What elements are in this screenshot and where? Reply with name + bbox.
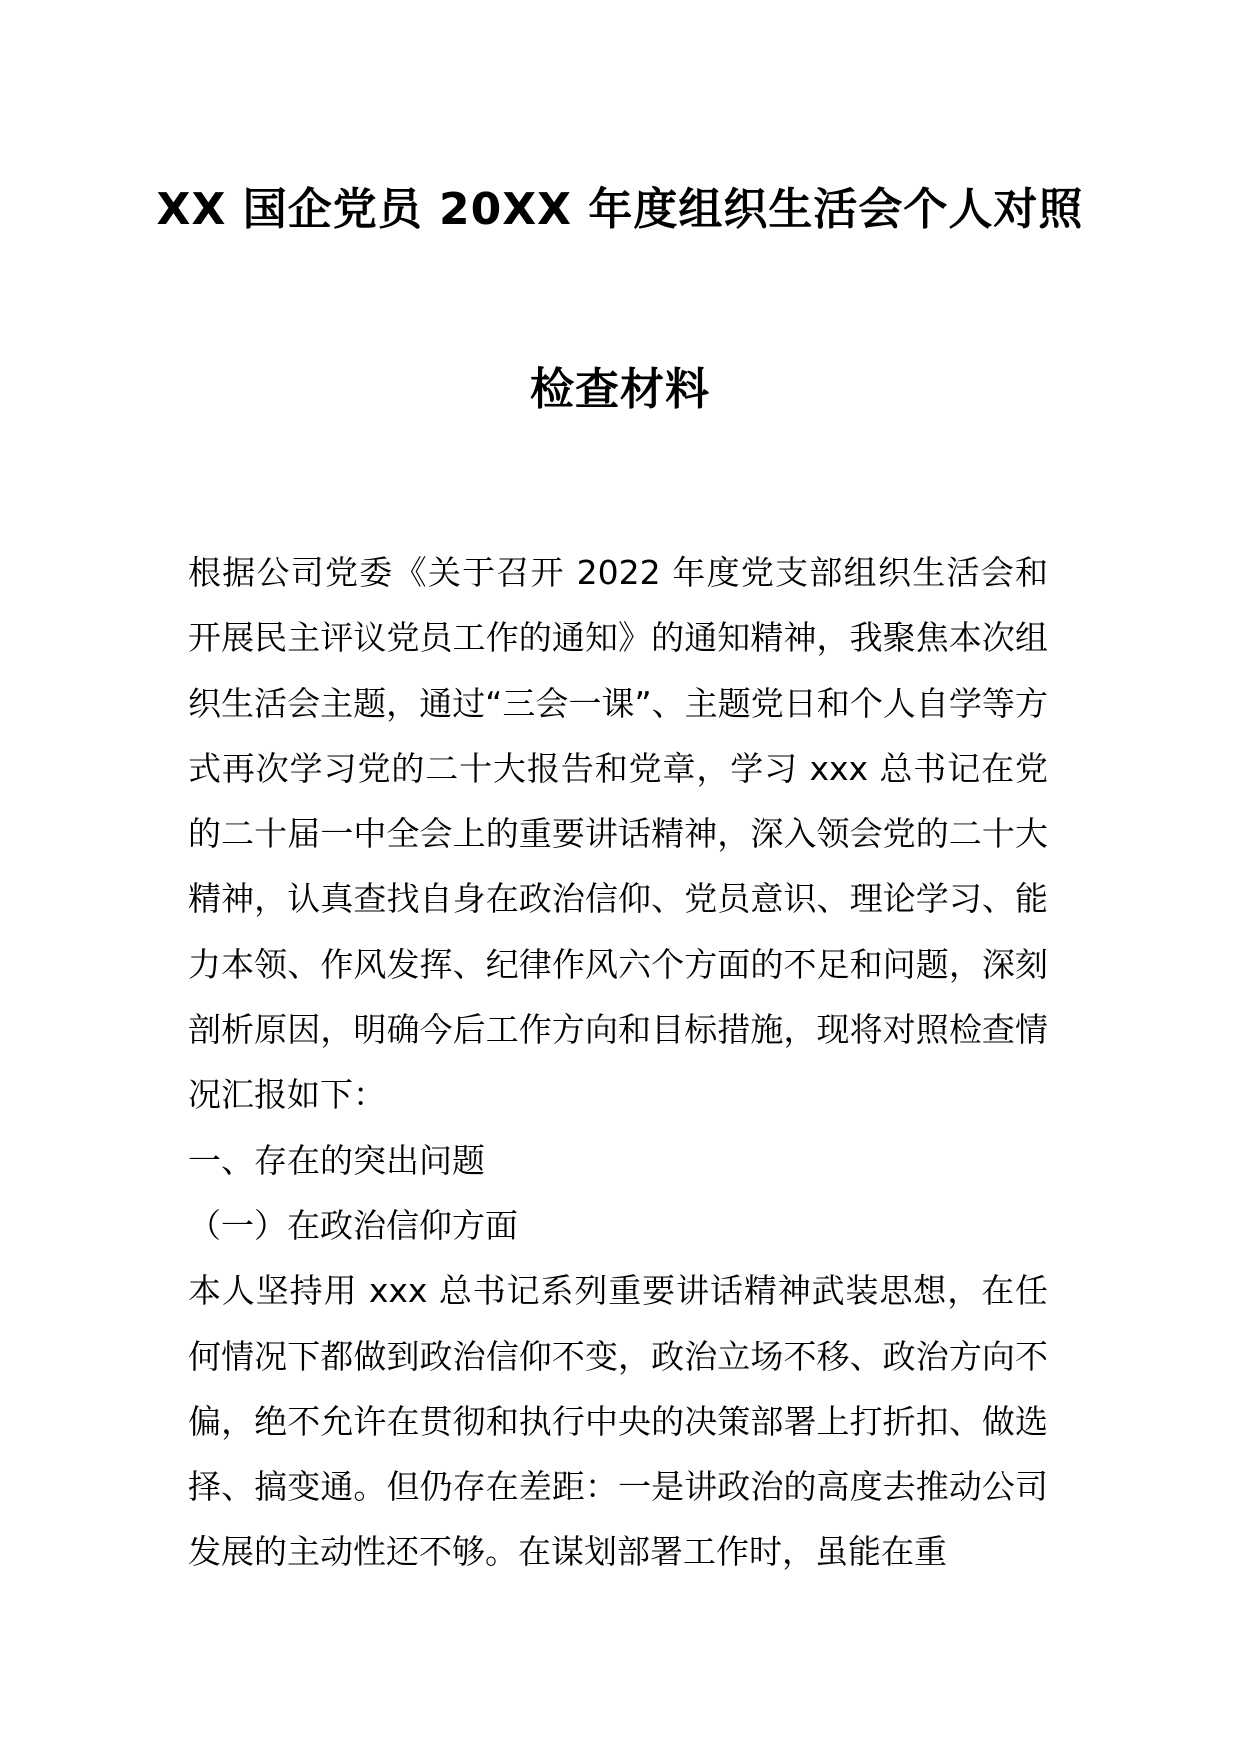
body-paragraph: 本人坚持用 xxx 总书记系列重要讲话精神武装思想，在任何情况下都做到政治信仰不变，政治立场不移、政治方向不偏，绝不允许在贯彻和执行中央的决策部署上打折扣、做选择、搞变通。但仍存在差距：一是讲政治的高度去推动公司发展的主动性还不够。在谋划部署工作时，虽能在重 <box>188 1271 1048 1572</box>
document-title-line-1: XX 国企党员 20XX 年度组织生活会个人对照 <box>156 184 1084 235</box>
intro-paragraph: 根据公司党委《关于召开 2022 年度党支部组织生活会和开展民主评议党员工作的通知》的通知精神，我聚焦本次组织生活会主题，通过“三会一课”、主题党日和个人自学等方式再次学习党的二十大报告和党章，学习 xxx 总书记在党的二十届一中全会上的重要讲话精神，深入领会党的二十大精神，认真查找自身在政治信仰、党员意识、理论学习、能力本领、作风发挥、纪律作风六个方面的不足和问题，深刻剖析原因，明确今后工作方向和目标措施，现将对照检查情况汇报如下： <box>188 553 1048 1115</box>
subsection-heading: （一）在政治信仰方面 <box>188 1205 518 1245</box>
section-heading: 一、存在的突出问题 <box>188 1140 485 1180</box>
document-body <box>188 540 1048 1585</box>
document-title-line-2: 检查材料 <box>530 364 710 415</box>
